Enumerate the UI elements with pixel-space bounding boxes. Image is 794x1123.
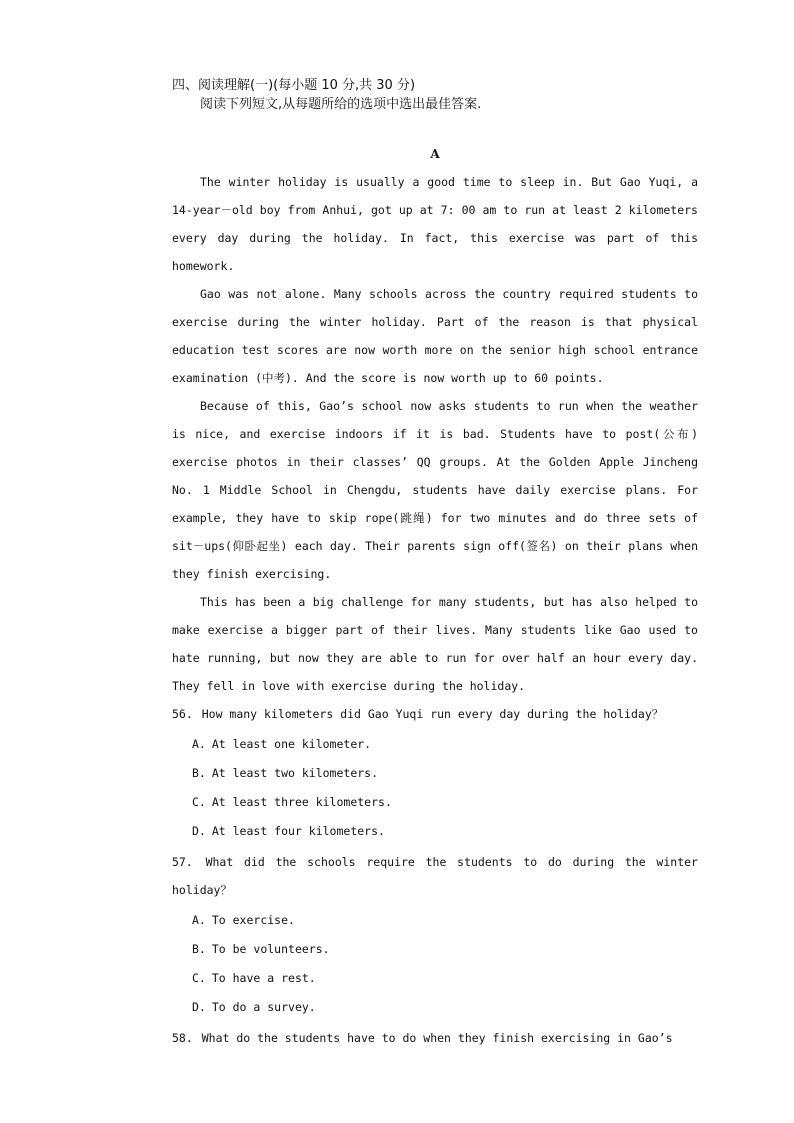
question-stem: [172, 848, 698, 904]
question-56: [172, 700, 698, 846]
option-letter: D.: [192, 1000, 206, 1014]
option-text: At least two kilometers.: [211, 766, 379, 780]
passage-paragraph: The winter holiday is usually a good time to sleep in. But Gao Yuqi, a 14-year－old boy from Anhui, got up at 7: 00 am to run at least 2 kilometers every day during the holiday. In fact, this exercise was part of this homework.: [172, 175, 698, 273]
option-text: To be volunteers.: [211, 942, 330, 956]
question-number: 58.: [172, 1031, 193, 1045]
passage-paragraph: This has been a big challenge for many students, but has also helped to make exercise a bigger part of their lives. Many students like Gao used to hate running, but now they are able to run for over half an hour every day. They fell in love with exercise during the holiday.: [172, 595, 698, 693]
answer-options: [172, 906, 698, 1022]
option-text: To exercise.: [211, 913, 295, 927]
question-stem: [172, 700, 698, 728]
answer-option-b[interactable]: [192, 935, 698, 964]
answer-option-d[interactable]: [192, 993, 698, 1022]
answer-option-a[interactable]: [192, 730, 698, 759]
option-text: To have a rest.: [211, 971, 316, 985]
question-stem: [172, 1024, 698, 1052]
option-text: To do a survey.: [211, 1000, 316, 1014]
option-text: At least three kilometers.: [211, 795, 392, 809]
document-page: [172, 76, 698, 1052]
option-text: At least one kilometer.: [211, 737, 372, 751]
section-header: 四、阅读理解(一)(每小题 10 分,共 30 分): [172, 78, 416, 93]
question-58: [172, 1024, 698, 1052]
question-text: What do the students have to do when they finish exercising in Gao’s: [201, 1031, 673, 1045]
passage-paragraph: Because of this, Gao’s school now asks students to run when the weather is nice, and exercise indoors if it is bad. Students have to post(公布) exercise photos in their classes’ QQ groups. At the Golden Apple Jincheng No. 1 Middle School in Chengdu, students have daily exercise plans. For example, they have to skip rope(跳绳) for two minutes and do three sets of sit－ups(仰卧起坐) each day. Their parents sign off(签名) on their plans when they finish exercising.: [172, 399, 698, 581]
passage-body: [172, 168, 698, 700]
option-text: At least four kilometers.: [211, 824, 385, 838]
passage-paragraph: Gao was not alone. Many schools across the country required students to exercise during the winter holiday. Part of the reason is that physical education test scores are now worth more on the senior high school entrance examination (中考). And the score is now worth up to 60 points.: [172, 287, 698, 385]
answer-option-c[interactable]: [192, 964, 698, 993]
answer-option-b[interactable]: [192, 759, 698, 788]
question-text: What did the schools require the students to do during the winter holiday？: [172, 855, 698, 897]
question-number: 57.: [172, 855, 193, 869]
question-57: [172, 848, 698, 1022]
option-letter: C.: [192, 795, 206, 809]
option-letter: B.: [192, 766, 206, 780]
question-number: 56.: [172, 707, 193, 721]
passage-title: A: [430, 147, 440, 161]
option-letter: D.: [192, 824, 206, 838]
answer-options: [172, 730, 698, 846]
option-letter: C.: [192, 971, 206, 985]
option-letter: A.: [192, 737, 206, 751]
answer-option-d[interactable]: [192, 817, 698, 846]
question-text: How many kilometers did Gao Yuqi run every day during the holiday？: [201, 707, 664, 721]
section-instruction: 阅读下列短文,从每题所给的选项中选出最佳答案.: [200, 97, 482, 112]
answer-option-c[interactable]: [192, 788, 698, 817]
option-letter: B.: [192, 942, 206, 956]
answer-option-a[interactable]: [192, 906, 698, 935]
option-letter: A.: [192, 913, 206, 927]
